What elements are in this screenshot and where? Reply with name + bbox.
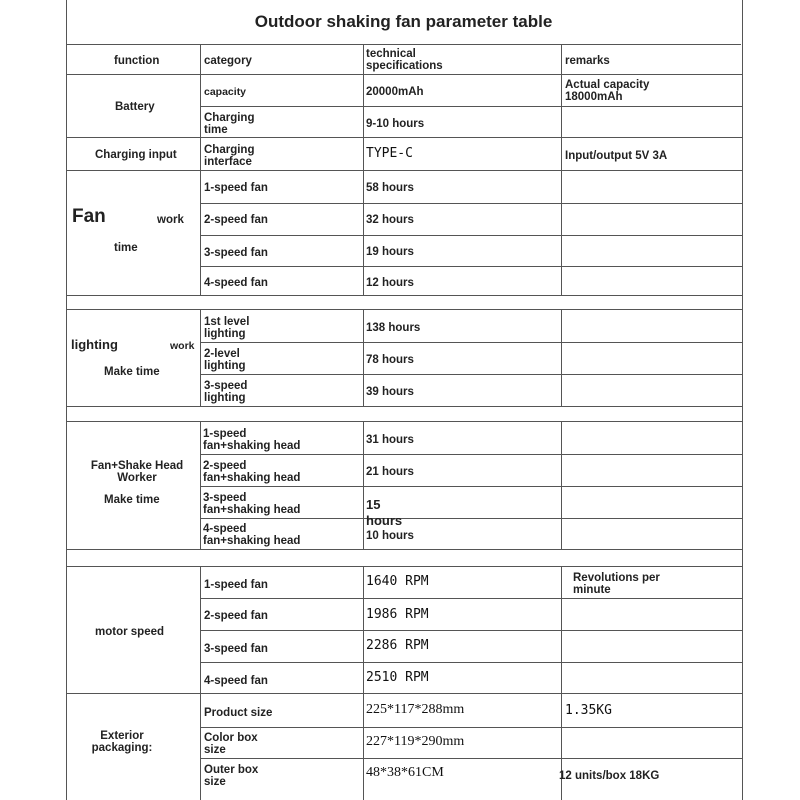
fan-work-row-2-spec: 32 hours [366,214,414,226]
lighting-label-make: Make time [104,366,160,378]
fan-work-row-4-spec: 12 hours [366,277,414,289]
header-category: category [204,55,252,67]
fan-work-row-1-spec: 58 hours [366,182,414,194]
fan-shake-row-3-category: 3-speed fan+shaking head [203,492,301,516]
fan-shake-label-make: Make time [104,494,160,506]
motor-speed-row-3-spec: 2286 RPM [366,638,429,653]
motor-speed-row-2-spec: 1986 RPM [366,607,429,622]
lighting-row-2-spec: 78 hours [366,354,414,366]
motor-speed-row-4-category: 4-speed fan [204,675,268,687]
packaging-row-2-spec: 227*119*290mm [366,734,465,749]
charging-interface-spec: TYPE-C [366,146,413,161]
fan-shake-row-2-category: 2-speed fan+shaking head [203,460,301,484]
battery-charging-time-category: Charging time [204,112,255,136]
lighting-label-work: work [170,340,195,352]
motor-speed-row-1-spec: 1640 RPM [366,574,429,589]
fan-work-label-work: work [157,214,184,226]
battery-capacity-spec: 20000mAh [366,86,424,98]
fan-shake-row-1-spec: 31 hours [366,434,414,446]
motor-speed-row-1-category: 1-speed fan [204,579,268,591]
motor-speed-label: motor speed [95,626,165,638]
lighting-row-3-category: 3-speed lighting [204,380,248,404]
packaging-row-3-spec: 48*38*61CM [366,765,444,780]
fan-shake-row-1-category: 1-speed fan+shaking head [203,428,301,452]
battery-charging-time-spec: 9-10 hours [366,118,425,130]
charging-input-label: Charging input [95,149,177,161]
motor-speed-row-2-category: 2-speed fan [204,610,268,622]
fan-shake-row-3-spec: 15 hours [366,497,403,528]
fan-work-row-3-spec: 19 hours [366,246,414,258]
header-remarks: remarks [565,55,610,67]
lighting-row-2-category: 2-level lighting [204,348,246,372]
lighting-row-3-spec: 39 hours [366,386,414,398]
packaging-row-3-category: Outer box size [204,764,259,788]
motor-speed-remark: Revolutions per minute [573,572,660,596]
fan-work-row-3-category: 3-speed fan [204,247,268,259]
packaging-row-1-remark: 1.35KG [565,703,612,718]
fan-shake-row-2-spec: 21 hours [366,466,414,478]
charging-interface-remark: Input/output 5V 3A [565,150,668,162]
lighting-label-main: lighting [71,337,118,352]
fan-work-label-main: Fan [72,206,106,227]
motor-speed-row-4-spec: 2510 RPM [366,670,429,685]
lighting-row-1-category: 1st level lighting [204,316,250,340]
packaging-row-2-category: Color box size [204,732,258,756]
battery-capacity-remark: Actual capacity 18000mAh [565,79,650,103]
page-title: Outdoor shaking fan parameter table [66,0,741,45]
fan-shake-row-4-spec: 10 hours [366,530,414,542]
fan-work-row-4-category: 4-speed fan [204,277,268,289]
fan-work-label-time: time [114,242,138,254]
lighting-row-1-spec: 138 hours [366,322,421,334]
packaging-row-1-spec: 225*117*288mm [366,702,465,717]
battery-capacity-category: capacity [204,86,247,98]
battery-label: Battery [115,101,155,113]
charging-interface-category: Charging interface [204,144,255,168]
packaging-row-1-category: Product size [204,707,273,719]
fan-work-row-2-category: 2-speed fan [204,214,268,226]
motor-speed-row-3-category: 3-speed fan [204,643,268,655]
header-specifications: technical specifications [366,48,443,72]
fan-work-row-1-category: 1-speed fan [204,182,268,194]
fan-shake-row-4-category: 4-speed fan+shaking head [203,523,301,547]
header-function: function [114,55,160,67]
packaging-row-3-remark: 12 units/box 18KG [559,770,660,782]
packaging-label: Exterior packaging: [91,730,153,754]
fan-shake-label-main: Fan+Shake Head Worker [90,460,184,484]
